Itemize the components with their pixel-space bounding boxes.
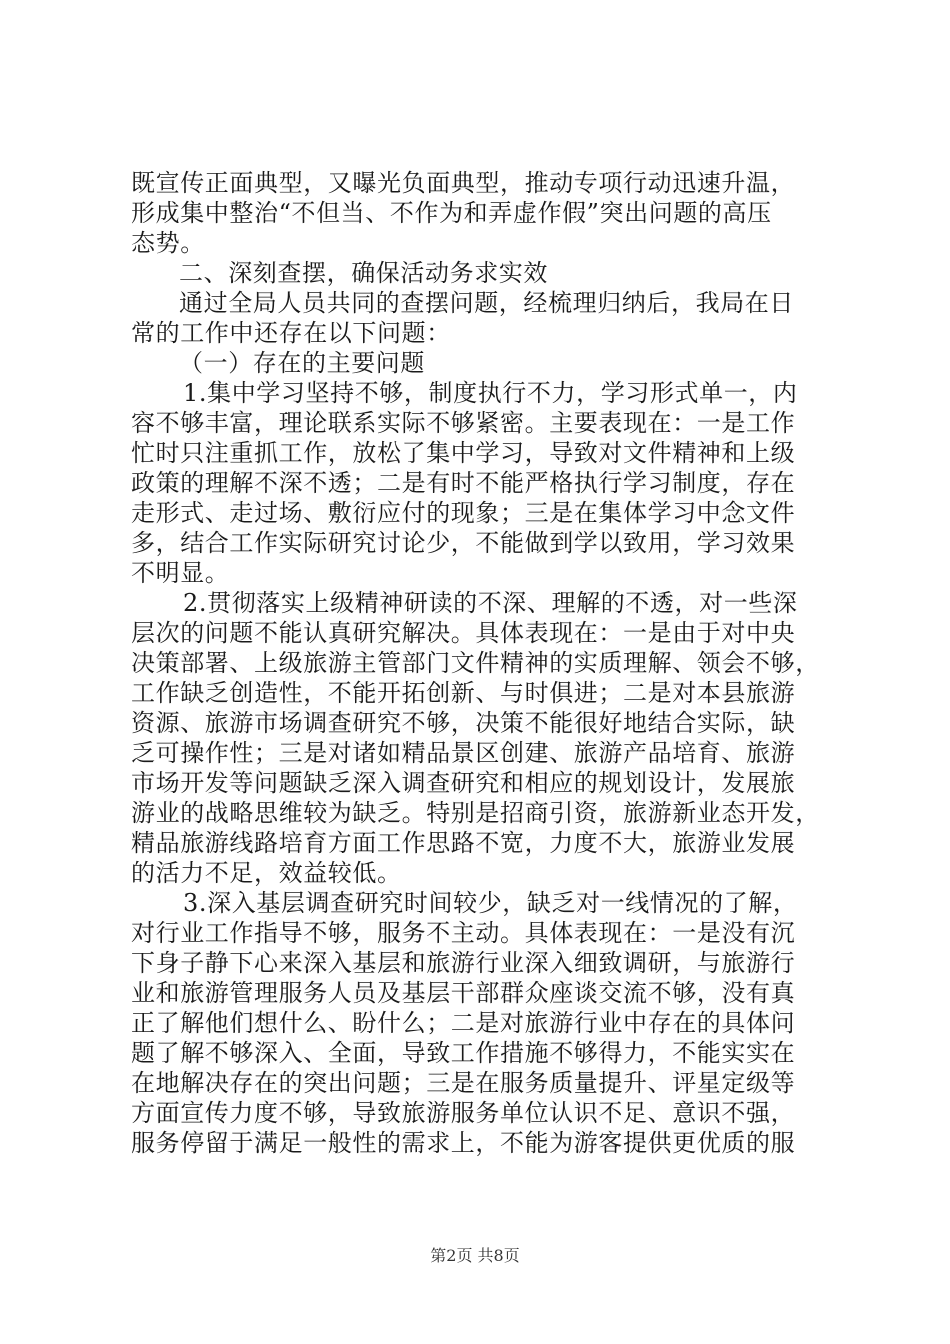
body-line: 决策部署、上级旅游主管部门文件精神的实质理解、领会不够， [131, 649, 820, 677]
body-line: 2.贯彻落实上级精神研读的不深、理解的不透，对一些深 [183, 589, 798, 617]
body-line: 层次的问题不能认真研究解决。具体表现在：一是由于对中央 [131, 619, 796, 647]
body-line: 的活力不足，效益较低。 [131, 859, 402, 887]
body-line: 业和旅游管理服务人员及基层干部群众座谈交流不够，没有真 [131, 979, 796, 1007]
body-line: 既宣传正面典型，又曝光负面典型，推动专项行动迅速升温， [131, 169, 796, 197]
section-heading: 二、深刻查摆，确保活动务求实效 [179, 259, 548, 287]
body-line: 市场开发等问题缺乏深入调查研究和相应的规划设计，发展旅 [131, 769, 796, 797]
body-line: 在地解决存在的突出问题；三是在服务质量提升、评星定级等 [131, 1069, 796, 1097]
body-line: 方面宣传力度不够，导致旅游服务单位认识不足、意识不强， [131, 1099, 796, 1127]
body-line: 常的工作中还存在以下问题： [131, 319, 451, 347]
body-line: 通过全局人员共同的查摆问题，经梳理归纳后，我局在日 [179, 289, 794, 317]
body-line: 忙时只注重抓工作，放松了集中学习，导致对文件精神和上级 [131, 439, 796, 467]
body-line: 态势。 [131, 229, 205, 257]
body-line: 题了解不够深入、全面，导致工作措施不够得力，不能实实在 [131, 1039, 796, 1067]
body-line: 乏可操作性；三是对诸如精品景区创建、旅游产品培育、旅游 [131, 739, 796, 767]
body-line: 1.集中学习坚持不够，制度执行不力，学习形式单一，内 [183, 379, 798, 407]
body-line: 不明显。 [131, 559, 230, 587]
body-line: 服务停留于满足一般性的需求上，不能为游客提供更优质的服 [131, 1129, 796, 1157]
body-line: 下身子静下心来深入基层和旅游行业深入细致调研，与旅游行 [131, 949, 796, 977]
page-footer: 第2页 共8页 [430, 1246, 520, 1265]
body-line: 资源、旅游市场调查研究不够，决策不能很好地结合实际，缺 [131, 709, 796, 737]
body-line: 正了解他们想什么、盼什么；二是对旅游行业中存在的具体问 [131, 1009, 796, 1037]
subsection-heading: （一）存在的主要问题 [179, 349, 425, 377]
body-line: 工作缺乏创造性，不能开拓创新、与时俱进；二是对本县旅游 [131, 679, 796, 707]
body-line: 容不够丰富，理论联系实际不够紧密。主要表现在：一是工作 [131, 409, 796, 437]
body-line: 游业的战略思维较为缺乏。特别是招商引资，旅游新业态开发， [131, 799, 820, 827]
document-body [131, 168, 831, 1158]
body-line: 精品旅游线路培育方面工作思路不宽，力度不大，旅游业发展 [131, 829, 796, 857]
body-line: 对行业工作指导不够，服务不主动。具体表现在：一是没有沉 [131, 919, 796, 947]
body-line: 多，结合工作实际研究讨论少，不能做到学以致用，学习效果 [131, 529, 796, 557]
body-line: 走形式、走过场、敷衍应付的现象；三是在集体学习中念文件 [131, 499, 796, 527]
body-line: 政策的理解不深不透；二是有时不能严格执行学习制度，存在 [131, 469, 796, 497]
body-line: 形成集中整治“不但当、不作为和弄虚作假”突出问题的高压 [131, 199, 772, 227]
body-line: 3.深入基层调查研究时间较少，缺乏对一线情况的了解， [183, 889, 798, 917]
